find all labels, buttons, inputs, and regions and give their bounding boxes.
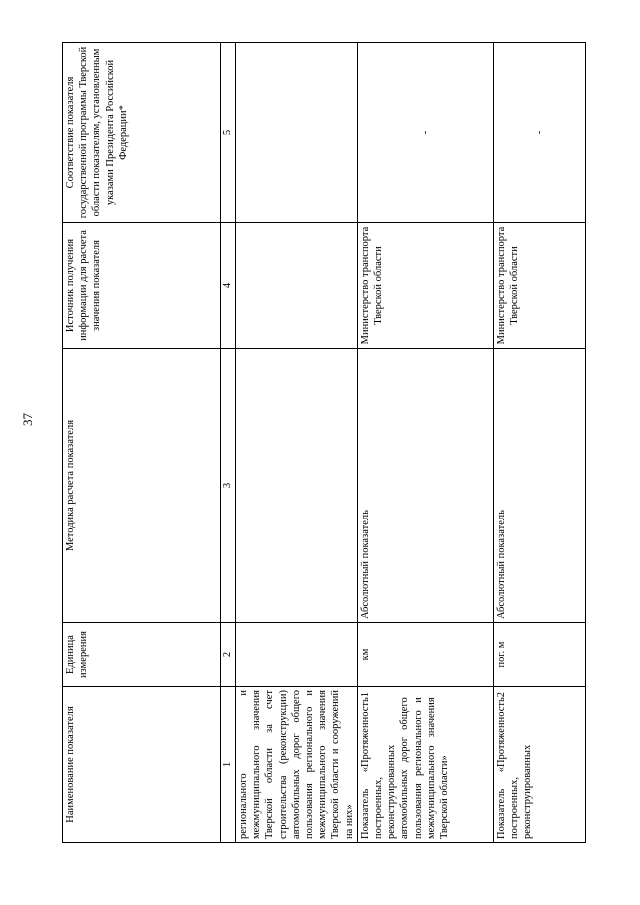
column-number: 4 [221, 223, 236, 349]
indicator-source: Министерство транспорта Тверской области [493, 223, 585, 349]
indicator-unit [236, 623, 358, 687]
indicator-index: 1 [359, 692, 371, 698]
table-header-row [63, 43, 221, 843]
indicator-unit: пог. м [493, 623, 585, 687]
indicator-method: Абсолютный показатель [357, 349, 493, 623]
indicator-compliance: - [357, 43, 493, 223]
table-row [493, 43, 585, 843]
header-indicator-name: Наименование показателя [63, 687, 221, 843]
column-number: 2 [221, 623, 236, 687]
indicator-name: Показатель «Протяженность построенных, реконструированных [495, 697, 534, 839]
column-number: 5 [221, 43, 236, 223]
indicator-method: Абсолютный показатель [493, 349, 585, 623]
indicator-index-line [359, 690, 451, 839]
indicator-unit: км [357, 623, 493, 687]
indicator-source: Министерство транспорта Тверской области [357, 223, 493, 349]
indicator-name-cell [357, 687, 493, 843]
header-calculation-method: Методика расчета показателя [63, 349, 221, 623]
header-unit: Единица измерения [63, 623, 221, 687]
indicator-index: 2 [495, 692, 507, 698]
indicator-name-continuation: регионального и межмуниципального значения Тверской области за счет строительства (реконструкции) автомобильных дорог общего пользования регионального и межмуниципального значения Тверской области и сооружений на них» [236, 687, 358, 843]
indicator-name: Показатель «Протяженность построенных, реконструированных автомобильных дорог общего пользования регионального и межмуниципального значения Тверской области» [359, 697, 451, 839]
table-row [236, 43, 358, 843]
column-number: 3 [221, 349, 236, 623]
column-number-row [221, 43, 236, 843]
indicator-name-cell [493, 687, 585, 843]
page-number: 37 [20, 413, 35, 426]
indicators-table [62, 42, 586, 843]
column-number: 1 [221, 687, 236, 843]
indicator-index-line [495, 690, 535, 839]
indicator-compliance [236, 43, 358, 223]
indicator-method [236, 349, 358, 623]
indicator-source [236, 223, 358, 349]
rotated-page-content [62, 43, 572, 843]
table-row [357, 43, 493, 843]
indicator-compliance: - [493, 43, 585, 223]
header-presidential-compliance: Соответствие показателя государственной программы Тверской области показателям, установленным указами Президента Российской Федерации* [63, 43, 221, 223]
header-data-source: Источник получения информации для расчета значения показателя [63, 223, 221, 349]
